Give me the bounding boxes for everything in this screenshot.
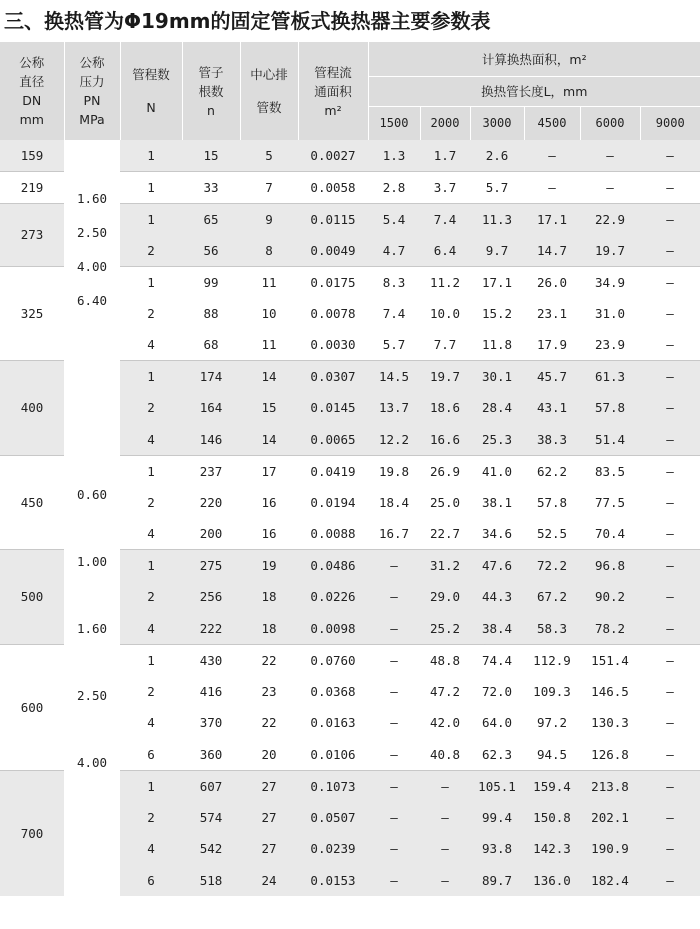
- center-tubes-cell: 17: [240, 455, 298, 487]
- area-6000-cell: 130.3: [580, 707, 640, 739]
- area-6000-cell: 57.8: [580, 392, 640, 424]
- page-title: 三、换热管为Φ19mm的固定管板式换热器主要参数表: [4, 9, 491, 33]
- center-tubes-cell: 22: [240, 707, 298, 739]
- area-6000-cell: 70.4: [580, 518, 640, 550]
- center-tubes-cell: 11: [240, 329, 298, 361]
- tube-count-cell: 65: [182, 203, 240, 235]
- area-2000-cell: 7.4: [420, 203, 470, 235]
- area-6000-cell: –: [580, 140, 640, 172]
- area-6000-cell: 151.4: [580, 644, 640, 676]
- area-3000-cell: 28.4: [470, 392, 524, 424]
- area-1500-cell: –: [368, 550, 420, 582]
- area-4500-cell: 38.3: [524, 424, 580, 456]
- area-1500-cell: 4.7: [368, 235, 420, 267]
- area-6000-cell: 19.7: [580, 235, 640, 267]
- area-9000-cell: –: [640, 392, 700, 424]
- flow-area-cell: 0.0030: [298, 329, 368, 361]
- flow-area-cell: 0.0486: [298, 550, 368, 582]
- area-2000-cell: –: [420, 865, 470, 897]
- area-2000-cell: 22.7: [420, 518, 470, 550]
- passes-cell: 2: [120, 487, 182, 519]
- area-3000-cell: 93.8: [470, 833, 524, 865]
- area-9000-cell: –: [640, 865, 700, 897]
- area-6000-cell: –: [580, 172, 640, 204]
- center-tubes-cell: 27: [240, 770, 298, 802]
- passes-cell: 1: [120, 266, 182, 298]
- area-6000-cell: 23.9: [580, 329, 640, 361]
- area-2000-cell: 48.8: [420, 644, 470, 676]
- area-1500-cell: –: [368, 802, 420, 834]
- area-4500-cell: 58.3: [524, 613, 580, 645]
- area-2000-cell: 10.0: [420, 298, 470, 330]
- area-9000-cell: –: [640, 676, 700, 708]
- area-4500-cell: 136.0: [524, 865, 580, 897]
- area-2000-cell: 31.2: [420, 550, 470, 582]
- tube-count-cell: 542: [182, 833, 240, 865]
- tube-count-cell: 222: [182, 613, 240, 645]
- center-tubes-cell: 14: [240, 424, 298, 456]
- area-4500-cell: 62.2: [524, 455, 580, 487]
- passes-cell: 2: [120, 392, 182, 424]
- flow-area-cell: 0.0507: [298, 802, 368, 834]
- area-9000-cell: –: [640, 613, 700, 645]
- table-body: [0, 140, 700, 896]
- passes-cell: 4: [120, 613, 182, 645]
- area-9000-cell: –: [640, 455, 700, 487]
- area-6000-cell: 77.5: [580, 487, 640, 519]
- area-3000-cell: 64.0: [470, 707, 524, 739]
- pn-value: 2.50: [76, 687, 108, 703]
- area-2000-cell: 25.2: [420, 613, 470, 645]
- area-1500-cell: –: [368, 644, 420, 676]
- flow-area-cell: 0.0088: [298, 518, 368, 550]
- area-6000-cell: 61.3: [580, 361, 640, 393]
- area-9000-cell: –: [640, 140, 700, 172]
- area-1500-cell: –: [368, 676, 420, 708]
- flow-area-cell: 0.0153: [298, 865, 368, 897]
- center-tubes-cell: 23: [240, 676, 298, 708]
- flow-area-cell: 0.0078: [298, 298, 368, 330]
- area-3000-cell: 99.4: [470, 802, 524, 834]
- area-3000-cell: 72.0: [470, 676, 524, 708]
- tube-count-cell: 200: [182, 518, 240, 550]
- header-length-6000: 6000: [580, 106, 640, 140]
- center-tubes-cell: 16: [240, 518, 298, 550]
- pn-value: 1.60: [76, 191, 108, 207]
- flow-area-cell: 0.0049: [298, 235, 368, 267]
- area-3000-cell: 62.3: [470, 739, 524, 771]
- center-tubes-cell: 11: [240, 266, 298, 298]
- flow-area-cell: 0.0163: [298, 707, 368, 739]
- tube-count-cell: 88: [182, 298, 240, 330]
- pn-value: 1.00: [76, 553, 108, 569]
- area-6000-cell: 78.2: [580, 613, 640, 645]
- area-9000-cell: –: [640, 235, 700, 267]
- flow-area-cell: 0.0307: [298, 361, 368, 393]
- area-3000-cell: 34.6: [470, 518, 524, 550]
- header-length-1500: 1500: [368, 106, 420, 140]
- flow-area-cell: 0.0239: [298, 833, 368, 865]
- area-4500-cell: 97.2: [524, 707, 580, 739]
- area-2000-cell: –: [420, 833, 470, 865]
- area-9000-cell: –: [640, 266, 700, 298]
- area-1500-cell: 14.5: [368, 361, 420, 393]
- area-6000-cell: 90.2: [580, 581, 640, 613]
- area-9000-cell: –: [640, 298, 700, 330]
- area-4500-cell: –: [524, 172, 580, 204]
- area-3000-cell: 11.3: [470, 203, 524, 235]
- flow-area-cell: 0.0145: [298, 392, 368, 424]
- header-center-row: 中心排 管数: [240, 42, 298, 140]
- area-1500-cell: 2.8: [368, 172, 420, 204]
- area-4500-cell: 57.8: [524, 487, 580, 519]
- header-pn: 公称 压力 PN MPa: [64, 42, 120, 140]
- area-1500-cell: –: [368, 581, 420, 613]
- flow-area-cell: 0.1073: [298, 770, 368, 802]
- dn-cell: 500: [0, 550, 64, 645]
- area-9000-cell: –: [640, 550, 700, 582]
- area-3000-cell: 38.4: [470, 613, 524, 645]
- center-tubes-cell: 10: [240, 298, 298, 330]
- tube-count-cell: 370: [182, 707, 240, 739]
- area-6000-cell: 213.8: [580, 770, 640, 802]
- area-6000-cell: 51.4: [580, 424, 640, 456]
- header-length-2000: 2000: [420, 106, 470, 140]
- area-9000-cell: –: [640, 424, 700, 456]
- area-6000-cell: 22.9: [580, 203, 640, 235]
- passes-cell: 2: [120, 235, 182, 267]
- center-tubes-cell: 19: [240, 550, 298, 582]
- area-1500-cell: 18.4: [368, 487, 420, 519]
- passes-cell: 1: [120, 361, 182, 393]
- area-6000-cell: 202.1: [580, 802, 640, 834]
- area-4500-cell: 142.3: [524, 833, 580, 865]
- area-4500-cell: 72.2: [524, 550, 580, 582]
- area-6000-cell: 34.9: [580, 266, 640, 298]
- area-3000-cell: 2.6: [470, 140, 524, 172]
- area-3000-cell: 89.7: [470, 865, 524, 897]
- flow-area-cell: 0.0368: [298, 676, 368, 708]
- center-tubes-cell: 14: [240, 361, 298, 393]
- area-9000-cell: –: [640, 203, 700, 235]
- header-dn: 公称 直径 DN mm: [0, 42, 64, 140]
- area-2000-cell: 26.9: [420, 455, 470, 487]
- tube-count-cell: 99: [182, 266, 240, 298]
- flow-area-cell: 0.0065: [298, 424, 368, 456]
- area-2000-cell: 47.2: [420, 676, 470, 708]
- pn-value: 1.60: [76, 620, 108, 636]
- header-length-3000: 3000: [470, 106, 524, 140]
- area-2000-cell: 40.8: [420, 739, 470, 771]
- area-1500-cell: 12.2: [368, 424, 420, 456]
- passes-cell: 1: [120, 172, 182, 204]
- area-2000-cell: –: [420, 802, 470, 834]
- center-tubes-cell: 15: [240, 392, 298, 424]
- tube-count-cell: 430: [182, 644, 240, 676]
- dn-cell: 700: [0, 770, 64, 896]
- area-2000-cell: –: [420, 770, 470, 802]
- area-4500-cell: 23.1: [524, 298, 580, 330]
- flow-area-cell: 0.0760: [298, 644, 368, 676]
- center-tubes-cell: 24: [240, 865, 298, 897]
- passes-cell: 2: [120, 298, 182, 330]
- area-4500-cell: 43.1: [524, 392, 580, 424]
- area-2000-cell: 18.6: [420, 392, 470, 424]
- passes-cell: 4: [120, 424, 182, 456]
- flow-area-cell: 0.0419: [298, 455, 368, 487]
- passes-cell: 1: [120, 140, 182, 172]
- area-3000-cell: 17.1: [470, 266, 524, 298]
- passes-cell: 1: [120, 644, 182, 676]
- header-calc-area: 计算换热面积，m²: [368, 42, 700, 76]
- tube-count-cell: 174: [182, 361, 240, 393]
- center-tubes-cell: 20: [240, 739, 298, 771]
- flow-area-cell: 0.0115: [298, 203, 368, 235]
- area-4500-cell: 150.8: [524, 802, 580, 834]
- area-2000-cell: 7.7: [420, 329, 470, 361]
- passes-cell: 4: [120, 707, 182, 739]
- tube-count-cell: 275: [182, 550, 240, 582]
- area-3000-cell: 5.7: [470, 172, 524, 204]
- area-1500-cell: –: [368, 833, 420, 865]
- passes-cell: 4: [120, 329, 182, 361]
- area-9000-cell: –: [640, 770, 700, 802]
- area-4500-cell: 14.7: [524, 235, 580, 267]
- center-tubes-cell: 8: [240, 235, 298, 267]
- passes-cell: 6: [120, 865, 182, 897]
- area-2000-cell: 3.7: [420, 172, 470, 204]
- tube-count-cell: 416: [182, 676, 240, 708]
- area-2000-cell: 29.0: [420, 581, 470, 613]
- parameter-table: [0, 42, 700, 896]
- area-9000-cell: –: [640, 739, 700, 771]
- tube-count-cell: 15: [182, 140, 240, 172]
- area-4500-cell: 67.2: [524, 581, 580, 613]
- passes-cell: 1: [120, 455, 182, 487]
- area-1500-cell: –: [368, 707, 420, 739]
- area-1500-cell: –: [368, 613, 420, 645]
- tube-count-cell: 146: [182, 424, 240, 456]
- passes-cell: 2: [120, 581, 182, 613]
- area-4500-cell: 26.0: [524, 266, 580, 298]
- tube-count-cell: 68: [182, 329, 240, 361]
- passes-cell: 4: [120, 833, 182, 865]
- dn-cell: 600: [0, 644, 64, 770]
- area-6000-cell: 96.8: [580, 550, 640, 582]
- area-1500-cell: 7.4: [368, 298, 420, 330]
- flow-area-cell: 0.0194: [298, 487, 368, 519]
- center-tubes-cell: 22: [240, 644, 298, 676]
- area-1500-cell: 19.8: [368, 455, 420, 487]
- table-row: [0, 361, 700, 393]
- area-3000-cell: 47.6: [470, 550, 524, 582]
- area-3000-cell: 105.1: [470, 770, 524, 802]
- center-tubes-cell: 7: [240, 172, 298, 204]
- area-4500-cell: 52.5: [524, 518, 580, 550]
- center-tubes-cell: 18: [240, 581, 298, 613]
- area-4500-cell: –: [524, 140, 580, 172]
- area-2000-cell: 42.0: [420, 707, 470, 739]
- area-3000-cell: 11.8: [470, 329, 524, 361]
- area-3000-cell: 74.4: [470, 644, 524, 676]
- area-4500-cell: 94.5: [524, 739, 580, 771]
- header-tubes: 管子 根数 n: [182, 42, 240, 140]
- area-9000-cell: –: [640, 581, 700, 613]
- center-tubes-cell: 5: [240, 140, 298, 172]
- tube-count-cell: 164: [182, 392, 240, 424]
- flow-area-cell: 0.0106: [298, 739, 368, 771]
- area-1500-cell: 13.7: [368, 392, 420, 424]
- tube-count-cell: 360: [182, 739, 240, 771]
- area-2000-cell: 25.0: [420, 487, 470, 519]
- header-passes: 管程数 N: [120, 42, 182, 140]
- passes-cell: 1: [120, 770, 182, 802]
- dn-cell: 400: [0, 361, 64, 456]
- pn-value: 4.00: [76, 259, 108, 275]
- dn-cell: 325: [0, 266, 64, 361]
- dn-cell: 273: [0, 203, 64, 266]
- area-9000-cell: –: [640, 802, 700, 834]
- area-1500-cell: –: [368, 865, 420, 897]
- area-9000-cell: –: [640, 172, 700, 204]
- area-1500-cell: 1.3: [368, 140, 420, 172]
- pn-cell-upper: [64, 140, 120, 361]
- tube-count-cell: 574: [182, 802, 240, 834]
- area-6000-cell: 182.4: [580, 865, 640, 897]
- tube-count-cell: 256: [182, 581, 240, 613]
- area-4500-cell: 159.4: [524, 770, 580, 802]
- area-2000-cell: 11.2: [420, 266, 470, 298]
- area-1500-cell: 5.4: [368, 203, 420, 235]
- table-row: [0, 140, 700, 172]
- flow-area-cell: 0.0098: [298, 613, 368, 645]
- area-3000-cell: 9.7: [470, 235, 524, 267]
- area-3000-cell: 41.0: [470, 455, 524, 487]
- passes-cell: 1: [120, 203, 182, 235]
- area-6000-cell: 83.5: [580, 455, 640, 487]
- tube-count-cell: 56: [182, 235, 240, 267]
- tube-count-cell: 518: [182, 865, 240, 897]
- header-flow-area: 管程流 通面积 m²: [298, 42, 368, 140]
- dn-cell: 159: [0, 140, 64, 172]
- pn-cell-lower: [64, 361, 120, 897]
- pn-value: 0.60: [76, 486, 108, 502]
- center-tubes-cell: 18: [240, 613, 298, 645]
- flow-area-cell: 0.0058: [298, 172, 368, 204]
- passes-cell: 2: [120, 802, 182, 834]
- area-2000-cell: 19.7: [420, 361, 470, 393]
- pn-value: 4.00: [76, 754, 108, 770]
- header-tube-length: 换热管长度L，mm: [368, 76, 700, 106]
- area-1500-cell: 16.7: [368, 518, 420, 550]
- center-tubes-cell: 27: [240, 802, 298, 834]
- flow-area-cell: 0.0226: [298, 581, 368, 613]
- area-4500-cell: 112.9: [524, 644, 580, 676]
- flow-area-cell: 0.0027: [298, 140, 368, 172]
- tube-count-cell: 607: [182, 770, 240, 802]
- area-9000-cell: –: [640, 487, 700, 519]
- area-9000-cell: –: [640, 644, 700, 676]
- dn-cell: 219: [0, 172, 64, 204]
- passes-cell: 2: [120, 676, 182, 708]
- area-9000-cell: –: [640, 833, 700, 865]
- passes-cell: 6: [120, 739, 182, 771]
- area-9000-cell: –: [640, 329, 700, 361]
- area-4500-cell: 17.9: [524, 329, 580, 361]
- area-1500-cell: –: [368, 770, 420, 802]
- center-tubes-cell: 9: [240, 203, 298, 235]
- area-3000-cell: 15.2: [470, 298, 524, 330]
- area-2000-cell: 16.6: [420, 424, 470, 456]
- tube-count-cell: 220: [182, 487, 240, 519]
- dn-cell: 450: [0, 455, 64, 550]
- table-header: [0, 42, 700, 140]
- area-9000-cell: –: [640, 518, 700, 550]
- center-tubes-cell: 27: [240, 833, 298, 865]
- area-4500-cell: 17.1: [524, 203, 580, 235]
- area-6000-cell: 31.0: [580, 298, 640, 330]
- area-4500-cell: 45.7: [524, 361, 580, 393]
- tube-count-cell: 237: [182, 455, 240, 487]
- passes-cell: 4: [120, 518, 182, 550]
- area-6000-cell: 146.5: [580, 676, 640, 708]
- header-length-9000: 9000: [640, 106, 700, 140]
- area-6000-cell: 126.8: [580, 739, 640, 771]
- area-4500-cell: 109.3: [524, 676, 580, 708]
- area-1500-cell: 8.3: [368, 266, 420, 298]
- header-length-4500: 4500: [524, 106, 580, 140]
- area-1500-cell: –: [368, 739, 420, 771]
- area-3000-cell: 44.3: [470, 581, 524, 613]
- pn-value: 6.40: [76, 293, 108, 309]
- area-3000-cell: 25.3: [470, 424, 524, 456]
- area-9000-cell: –: [640, 707, 700, 739]
- area-1500-cell: 5.7: [368, 329, 420, 361]
- area-3000-cell: 38.1: [470, 487, 524, 519]
- center-tubes-cell: 16: [240, 487, 298, 519]
- area-6000-cell: 190.9: [580, 833, 640, 865]
- pn-value: 2.50: [76, 225, 108, 241]
- area-2000-cell: 1.7: [420, 140, 470, 172]
- area-2000-cell: 6.4: [420, 235, 470, 267]
- flow-area-cell: 0.0175: [298, 266, 368, 298]
- area-3000-cell: 30.1: [470, 361, 524, 393]
- tube-count-cell: 33: [182, 172, 240, 204]
- area-9000-cell: –: [640, 361, 700, 393]
- passes-cell: 1: [120, 550, 182, 582]
